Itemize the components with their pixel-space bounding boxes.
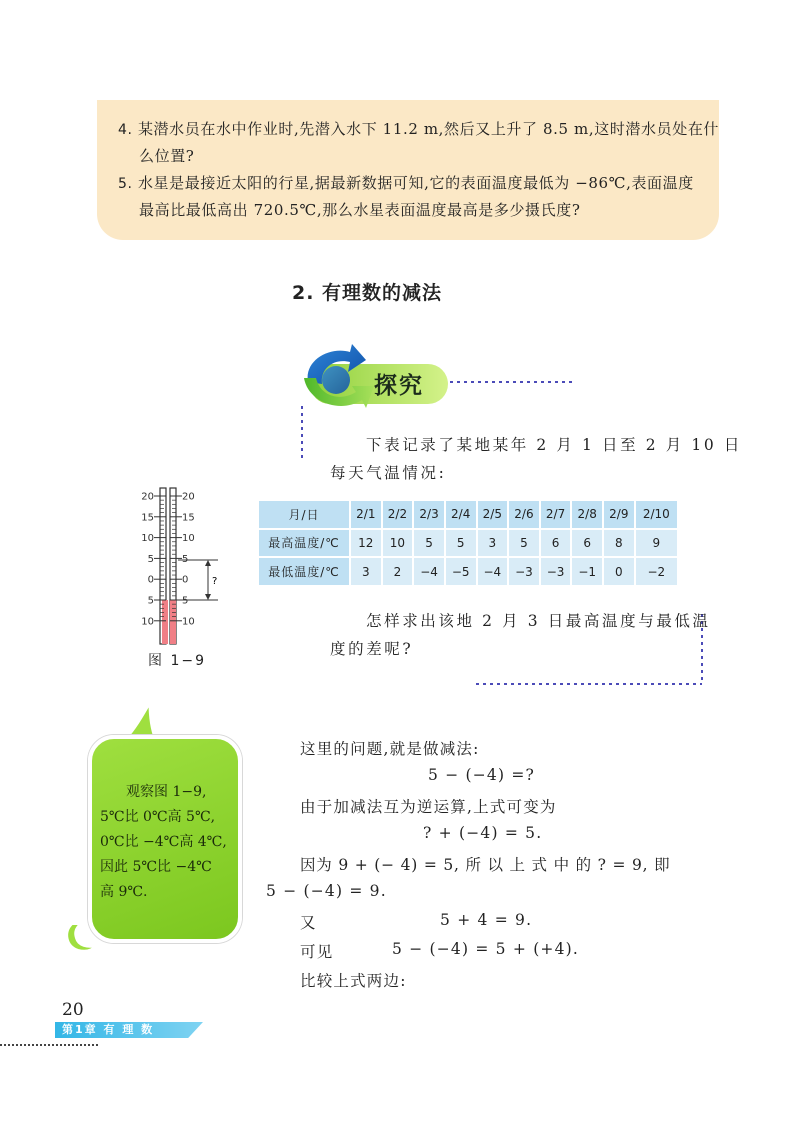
thermometer-mercury bbox=[162, 600, 168, 644]
value-cell: 5 bbox=[414, 530, 444, 557]
explore-label: 探究 bbox=[374, 373, 424, 399]
tip-text bbox=[100, 780, 230, 905]
thermometer-mercury-right bbox=[170, 600, 176, 644]
value-cell: 6 bbox=[572, 530, 602, 557]
exercise-4-number: 4. bbox=[118, 122, 133, 138]
scale-label: 20 bbox=[182, 491, 195, 503]
value-cell: −3 bbox=[509, 558, 539, 585]
tip-line: 观察图 1−9, bbox=[126, 784, 207, 800]
value-cell: 9 bbox=[636, 530, 677, 557]
body-line9: 比较上式两边: bbox=[300, 972, 407, 990]
table-header-label: 月/日 bbox=[259, 501, 349, 528]
intro-line1: 下表记录了某地某年 2 月 1 日至 2 月 10 日 bbox=[366, 436, 742, 454]
value-cell: 6 bbox=[541, 530, 571, 557]
date-cell: 2/8 bbox=[572, 501, 602, 528]
scale-label: 15 bbox=[182, 512, 195, 524]
scale-label: 5 bbox=[147, 553, 154, 565]
body-equation3: 5 + 4 = 9. bbox=[440, 911, 533, 929]
body-equation2: ? + (−4) = 5. bbox=[423, 824, 543, 842]
body-line8-label: 可见 bbox=[300, 943, 334, 961]
scale-label: 5 bbox=[182, 595, 189, 607]
table-header-row bbox=[259, 501, 677, 528]
date-cell: 2/10 bbox=[636, 501, 677, 528]
body-line1: 这里的问题,就是做减法: bbox=[300, 740, 480, 758]
exercise-4-text: 某潜水员在水中作业时,先潜入水下 11.2 m,然后又上升了 8.5 m,这时潜水员处在什 bbox=[137, 120, 720, 138]
scale-label: 20 bbox=[141, 491, 154, 503]
scale-label: 5 bbox=[182, 553, 189, 565]
exercise-5-number: 5. bbox=[118, 176, 133, 192]
exercise-5-line1 bbox=[118, 172, 694, 193]
figure-caption: 图 1−9 bbox=[148, 653, 206, 669]
body-line5: 因为 9 + (− 4) = 5, 所 以 上 式 中 的 ? = 9, 即 bbox=[300, 856, 671, 874]
value-cell: 2 bbox=[383, 558, 413, 585]
value-cell: −1 bbox=[572, 558, 602, 585]
temperature-table bbox=[257, 499, 679, 587]
section-title: 2. 有理数的减法 bbox=[292, 282, 443, 304]
value-cell: −2 bbox=[636, 558, 677, 585]
bubble-curl-icon bbox=[62, 918, 102, 958]
question-mark: ? bbox=[212, 576, 218, 587]
value-cell: −5 bbox=[446, 558, 476, 585]
scale-label: 5 bbox=[147, 595, 154, 607]
value-cell: −3 bbox=[541, 558, 571, 585]
date-cell: 2/4 bbox=[446, 501, 476, 528]
scale-label: 0 bbox=[182, 574, 189, 586]
body-equation4: 5 − (−4) = 5 + (+4). bbox=[392, 940, 580, 958]
tip-line: 0℃比 −4℃高 4℃, bbox=[100, 834, 227, 850]
value-cell: 8 bbox=[604, 530, 634, 557]
value-cell: 10 bbox=[383, 530, 413, 557]
scale-label: 10 bbox=[182, 616, 195, 628]
body-equation1: 5 − (−4) =? bbox=[428, 766, 536, 784]
scale-label: 10 bbox=[182, 533, 195, 545]
row-label-min: 最低温度/℃ bbox=[259, 558, 349, 585]
date-cell: 2/2 bbox=[383, 501, 413, 528]
date-cell: 2/9 bbox=[604, 501, 634, 528]
question-line1: 怎样求出该地 2 月 3 日最高温度与最低温 bbox=[366, 612, 711, 630]
date-cell: 2/7 bbox=[541, 501, 571, 528]
exercise-4-line1 bbox=[118, 118, 719, 139]
exercise-5-text: 水星是最接近太阳的行星,据最新数据可知,它的表面温度最低为 −86℃,表面温度 bbox=[137, 174, 694, 192]
table-row-max bbox=[259, 530, 677, 557]
value-cell: 5 bbox=[446, 530, 476, 557]
exercise-5-line2: 最高比最低高出 720.5℃,那么水星表面温度最高是多少摄氏度? bbox=[139, 201, 581, 219]
date-cell: 2/1 bbox=[351, 501, 381, 528]
scale-label: 0 bbox=[147, 574, 154, 586]
body-line7-label: 又 bbox=[300, 914, 317, 932]
body-line3: 由于加减法互为逆运算,上式可变为 bbox=[300, 798, 557, 816]
value-cell: −4 bbox=[478, 558, 508, 585]
value-cell: 12 bbox=[351, 530, 381, 557]
date-cell: 2/5 bbox=[478, 501, 508, 528]
footer-dots bbox=[0, 1044, 98, 1046]
value-cell: −4 bbox=[414, 558, 444, 585]
thermometer-figure bbox=[128, 484, 240, 648]
value-cell: 3 bbox=[351, 558, 381, 585]
question-line2: 度的差呢? bbox=[330, 640, 414, 658]
value-cell: 3 bbox=[478, 530, 508, 557]
chapter-label: 第1章 有 理 数 bbox=[62, 1023, 155, 1036]
scale-label: 10 bbox=[141, 533, 154, 545]
tip-line: 高 9℃. bbox=[100, 884, 148, 900]
table-row-min bbox=[259, 558, 677, 585]
date-cell: 2/3 bbox=[414, 501, 444, 528]
body-line6: 5 − (−4) = 9. bbox=[266, 882, 387, 900]
value-cell: 0 bbox=[604, 558, 634, 585]
date-cell: 2/6 bbox=[509, 501, 539, 528]
page-number: 20 bbox=[62, 1000, 84, 1020]
scale-label: 15 bbox=[141, 512, 154, 524]
scale-label: 10 bbox=[141, 616, 154, 628]
intro-line2: 每天气温情况: bbox=[330, 464, 447, 482]
tip-line: 5℃比 0℃高 5℃, bbox=[100, 809, 216, 825]
exercise-4-line2: 么位置? bbox=[139, 147, 195, 165]
value-cell: 5 bbox=[509, 530, 539, 557]
row-label-max: 最高温度/℃ bbox=[259, 530, 349, 557]
tip-line: 因此 5℃比 −4℃ bbox=[100, 859, 212, 875]
